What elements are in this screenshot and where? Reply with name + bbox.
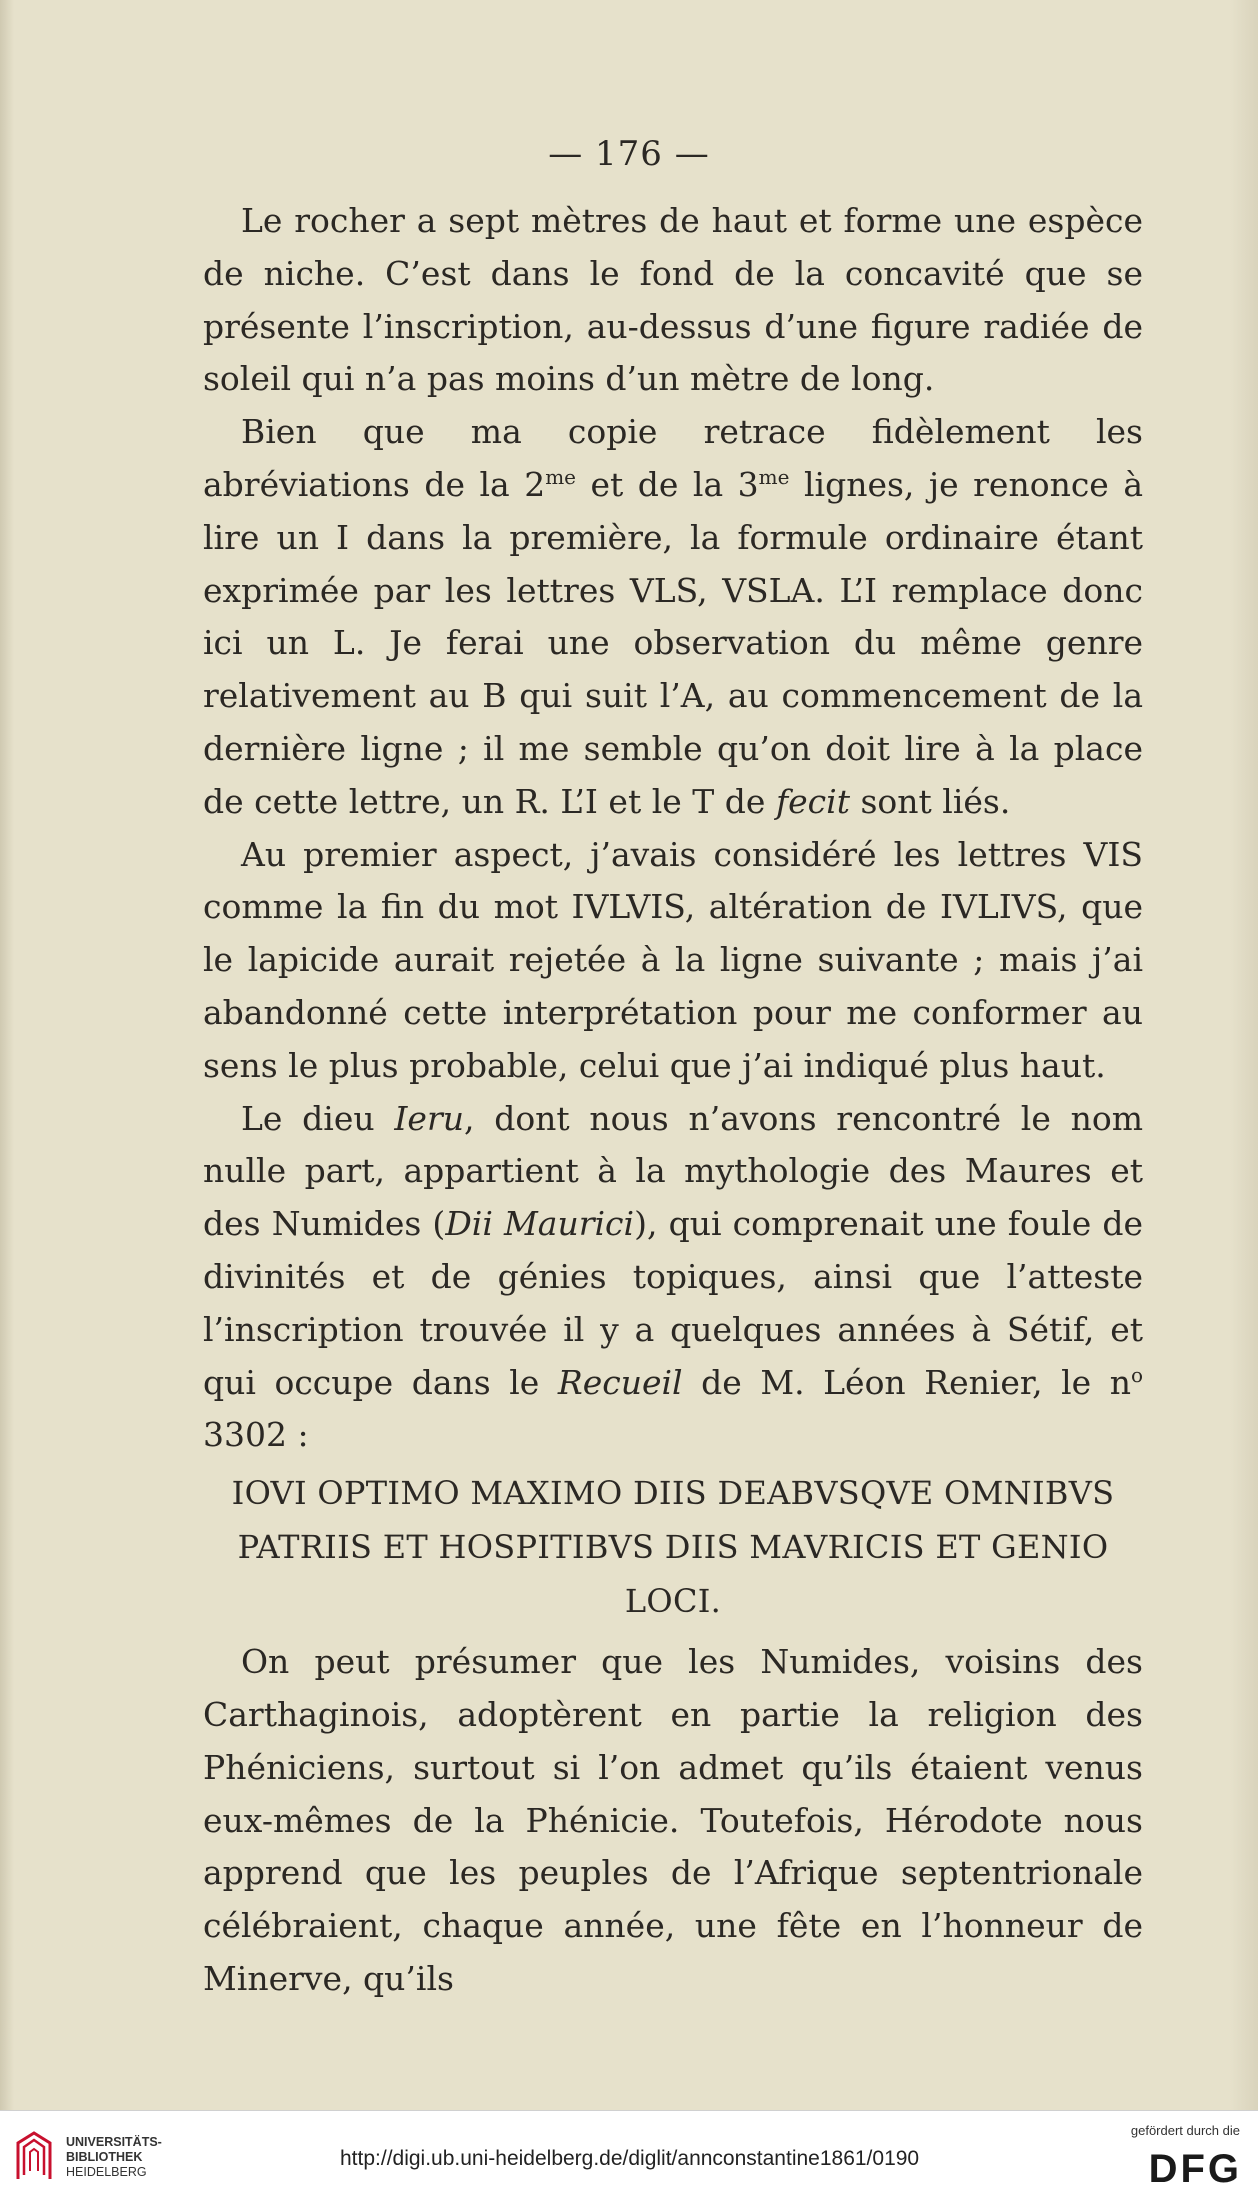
text-run: sont liés. <box>849 781 1011 821</box>
text-run: Au premier aspect, j’avais considéré les lettres VIS comme la fin du mot IVLVIS, altération de IVLIVS, que le lapicide aurait rejetée à la ligne suivante ; mais j’ai abandonné cette interprétation pour me conformer au sens le plus probable, celui que j’ai indiqué plus haut. <box>203 834 1143 1085</box>
text-run: de M. Léon Renier, le n <box>682 1362 1131 1402</box>
dfg-logo: DFG <box>1148 2147 1242 2191</box>
body-text <box>203 195 1143 2006</box>
text-run: Bien que ma copie retrace fidèlement les abréviations de la 2 <box>203 412 1143 504</box>
text-run: Le dieu <box>241 1098 395 1138</box>
text-run: lignes, je renonce à lire un I dans la première, la formule ordinaire étant exprimée par les lettres VLS, VSLA. L’I remplace donc ici un L. Je ferai une observation du même genre relativement au B qui suit l’A, au commencement de la dernière ligne ; il me semble qu’on doit lire à la place de cette lettre, un R. L’I et le T de <box>203 464 1143 821</box>
page-number: — 176 — <box>548 134 710 174</box>
text-run: Le rocher a sept mètres de haut et forme une espèce de niche. C’est dans le fond de la concavité que se présente l’inscription, au-dessus d’une figure radiée de soleil qui n’a pas moins d’un mètre de long. <box>203 201 1143 399</box>
italic-term: Recueil <box>557 1362 683 1402</box>
superscript: o <box>1130 1362 1144 1387</box>
text-run: , dont nous n’avons rencontré le nom nulle part, appartient à la mythologie des Maures et des Numides ( <box>203 1098 1143 1244</box>
university-name-line: UNIVERSITÄTS- <box>66 2135 162 2149</box>
paragraph <box>203 406 1143 828</box>
paragraph: On peut présumer que les Numides, voisins des Carthaginois, adoptèrent en partie la religion des Phéniciens, surtout si l’on admet qu’ils étaient venus eux-mêmes de la Phénicie. Toutefois, Hérodote nous apprend que les peuples de l’Afrique septentrionale célébraient, chaque année, une fête en l’honneur de Minerve, qu’ils <box>203 1642 1143 1998</box>
university-seal-icon <box>12 2129 56 2185</box>
text-run: et de la 3 <box>576 464 759 504</box>
paragraph <box>203 1093 1143 1463</box>
paragraph <box>203 829 1143 1093</box>
university-name-line: HEIDELBERG <box>66 2165 147 2179</box>
italic-term: Ieru <box>394 1098 464 1138</box>
permalink-url[interactable]: http://digi.ub.uni-heidelberg.de/diglit/annconstantine1861/0190 <box>340 2147 920 2170</box>
university-name-line: BIBLIOTHEK <box>66 2150 143 2164</box>
italic-term: fecit <box>775 781 850 821</box>
university-name <box>66 2135 162 2180</box>
inscription-line: PATRIIS ET HOSPITIBVS DIIS MAVRICIS ET GENIO LOCI. <box>237 1528 1109 1621</box>
text-run: 3302 : <box>203 1415 309 1455</box>
paragraph <box>203 195 1143 406</box>
digitization-footer <box>0 2110 1258 2202</box>
inscription-line: IOVI OPTIMO MAXIMO DIIS DEABVSQVE OMNIBVS <box>231 1474 1115 1513</box>
superscript: me <box>545 464 577 489</box>
text-run: ), qui comprenait une foule de divinités et de génies topiques, ainsi que l’atteste l’inscription trouvée il y a quelques années à Sétif, et qui occupe dans le <box>203 1204 1144 1402</box>
superscript: me <box>758 464 790 489</box>
italic-term: Dii Maurici <box>445 1204 635 1244</box>
sponsor-caption: gefördert durch die <box>1130 2123 1240 2138</box>
